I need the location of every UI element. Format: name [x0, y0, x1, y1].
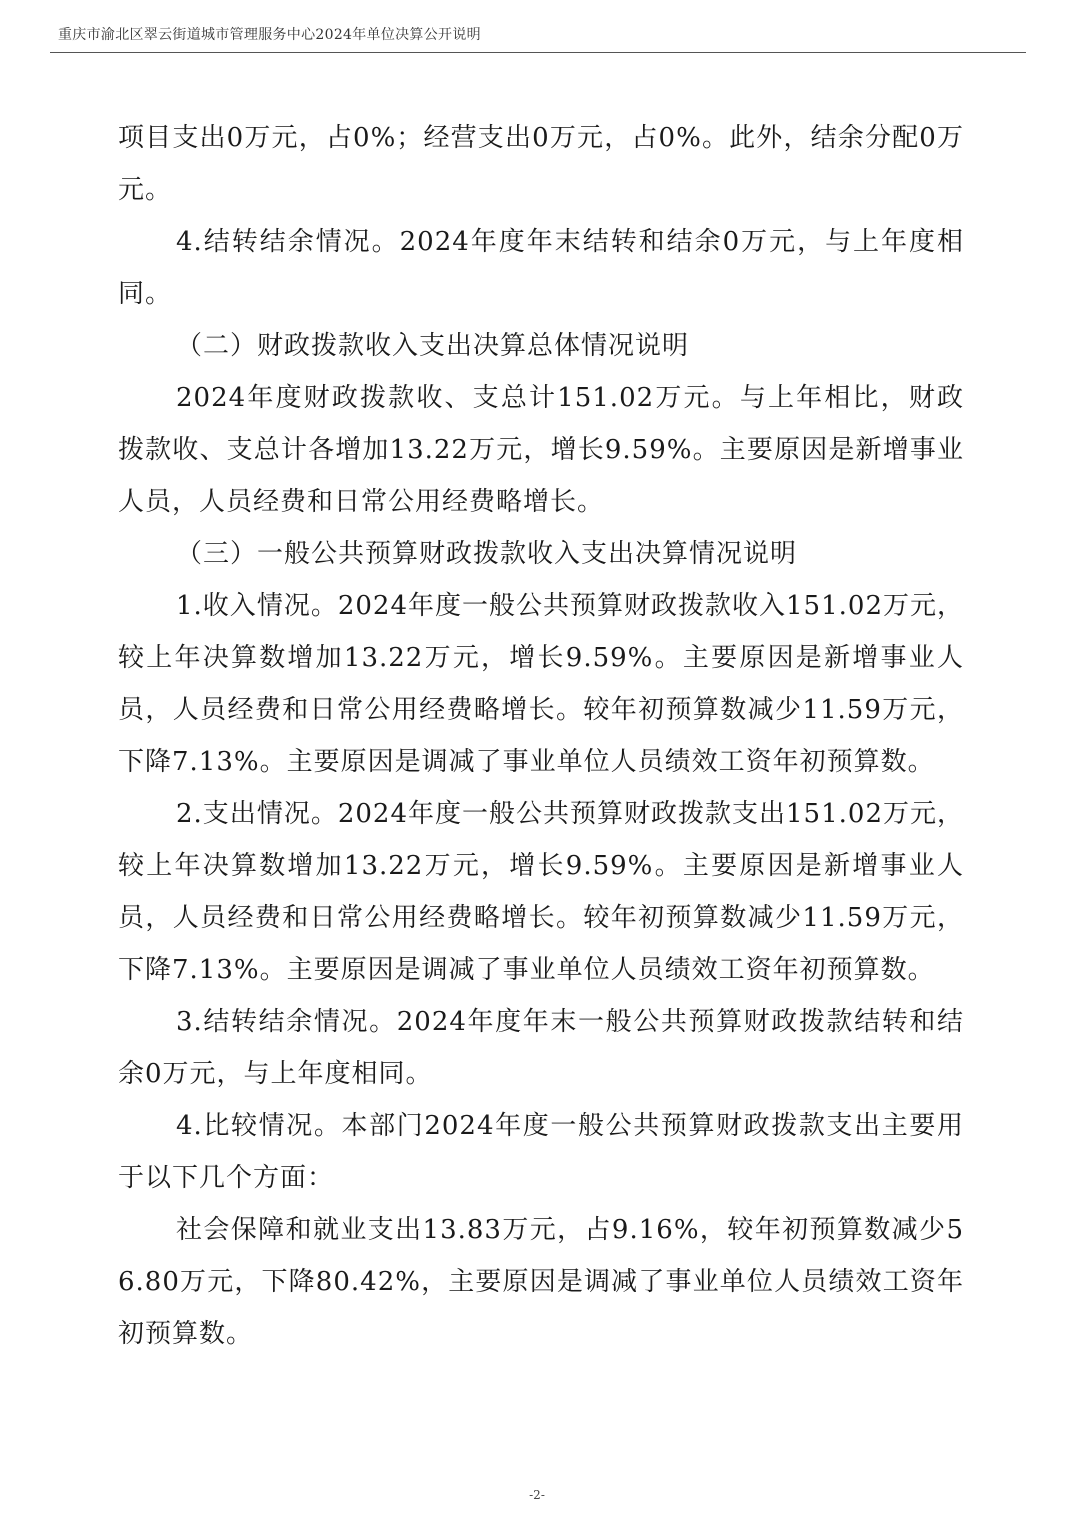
page-number: -2- — [529, 1488, 545, 1502]
paragraph-income-situation: 1.收入情况。2024年度一般公共预算财政拨款收入151.02万元，较上年决算数增加13.22万元，增长9.59%。主要原因是新增事业人员，人员经费和日常公用经费略增长。较年初预算数减少11.59万元，下降7.13%。主要原因是调减了事业单位人员绩效工资年初预算数。 — [118, 591, 964, 777]
header-rule — [50, 52, 1026, 53]
paragraph-carryover-situation: 3.结转结余情况。2024年度年末一般公共预算财政拨款结转和结余0万元，与上年度相同。 — [118, 1007, 964, 1089]
paragraph-social-security-expense: 社会保障和就业支出13.83万元，占9.16%，较年初预算数减少56.80万元，下降80.42%，主要原因是调减了事业单位人员绩效工资年初预算数。 — [118, 1215, 964, 1349]
section-heading-general-public-budget: （三）一般公共预算财政拨款收入支出决算情况说明 — [176, 539, 798, 569]
section-heading-fiscal-appropriation: （二）财政拨款收入支出决算总体情况说明 — [176, 331, 690, 361]
paragraph-carryover-balance: 4.结转结余情况。2024年度年末结转和结余0万元，与上年度相同。 — [118, 227, 964, 309]
paragraph-expense-situation: 2.支出情况。2024年度一般公共预算财政拨款支出151.02万元，较上年决算数增加13.22万元，增长9.59%。主要原因是新增事业人员，人员经费和日常公用经费略增长。较年初预算数减少11.59万元，下降7.13%。主要原因是调减了事业单位人员绩效工资年初预算数。 — [118, 799, 964, 985]
paragraph-comparison-situation: 4.比较情况。本部门2024年度一般公共预算财政拨款支出主要用于以下几个方面： — [118, 1111, 964, 1193]
body-text — [118, 112, 964, 1360]
paragraph-project-expense-continued: 项目支出0万元，占0%；经营支出0万元，占0%。此外，结余分配0万元。 — [118, 123, 964, 205]
running-header: 重庆市渝北区翠云街道城市管理服务中心2024年单位决算公开说明 — [58, 27, 481, 43]
paragraph-fiscal-appropriation-total: 2024年度财政拨款收、支总计151.02万元。与上年相比，财政拨款收、支总计各增加13.22万元，增长9.59%。主要原因是新增事业人员，人员经费和日常公用经费略增长。 — [118, 383, 964, 517]
